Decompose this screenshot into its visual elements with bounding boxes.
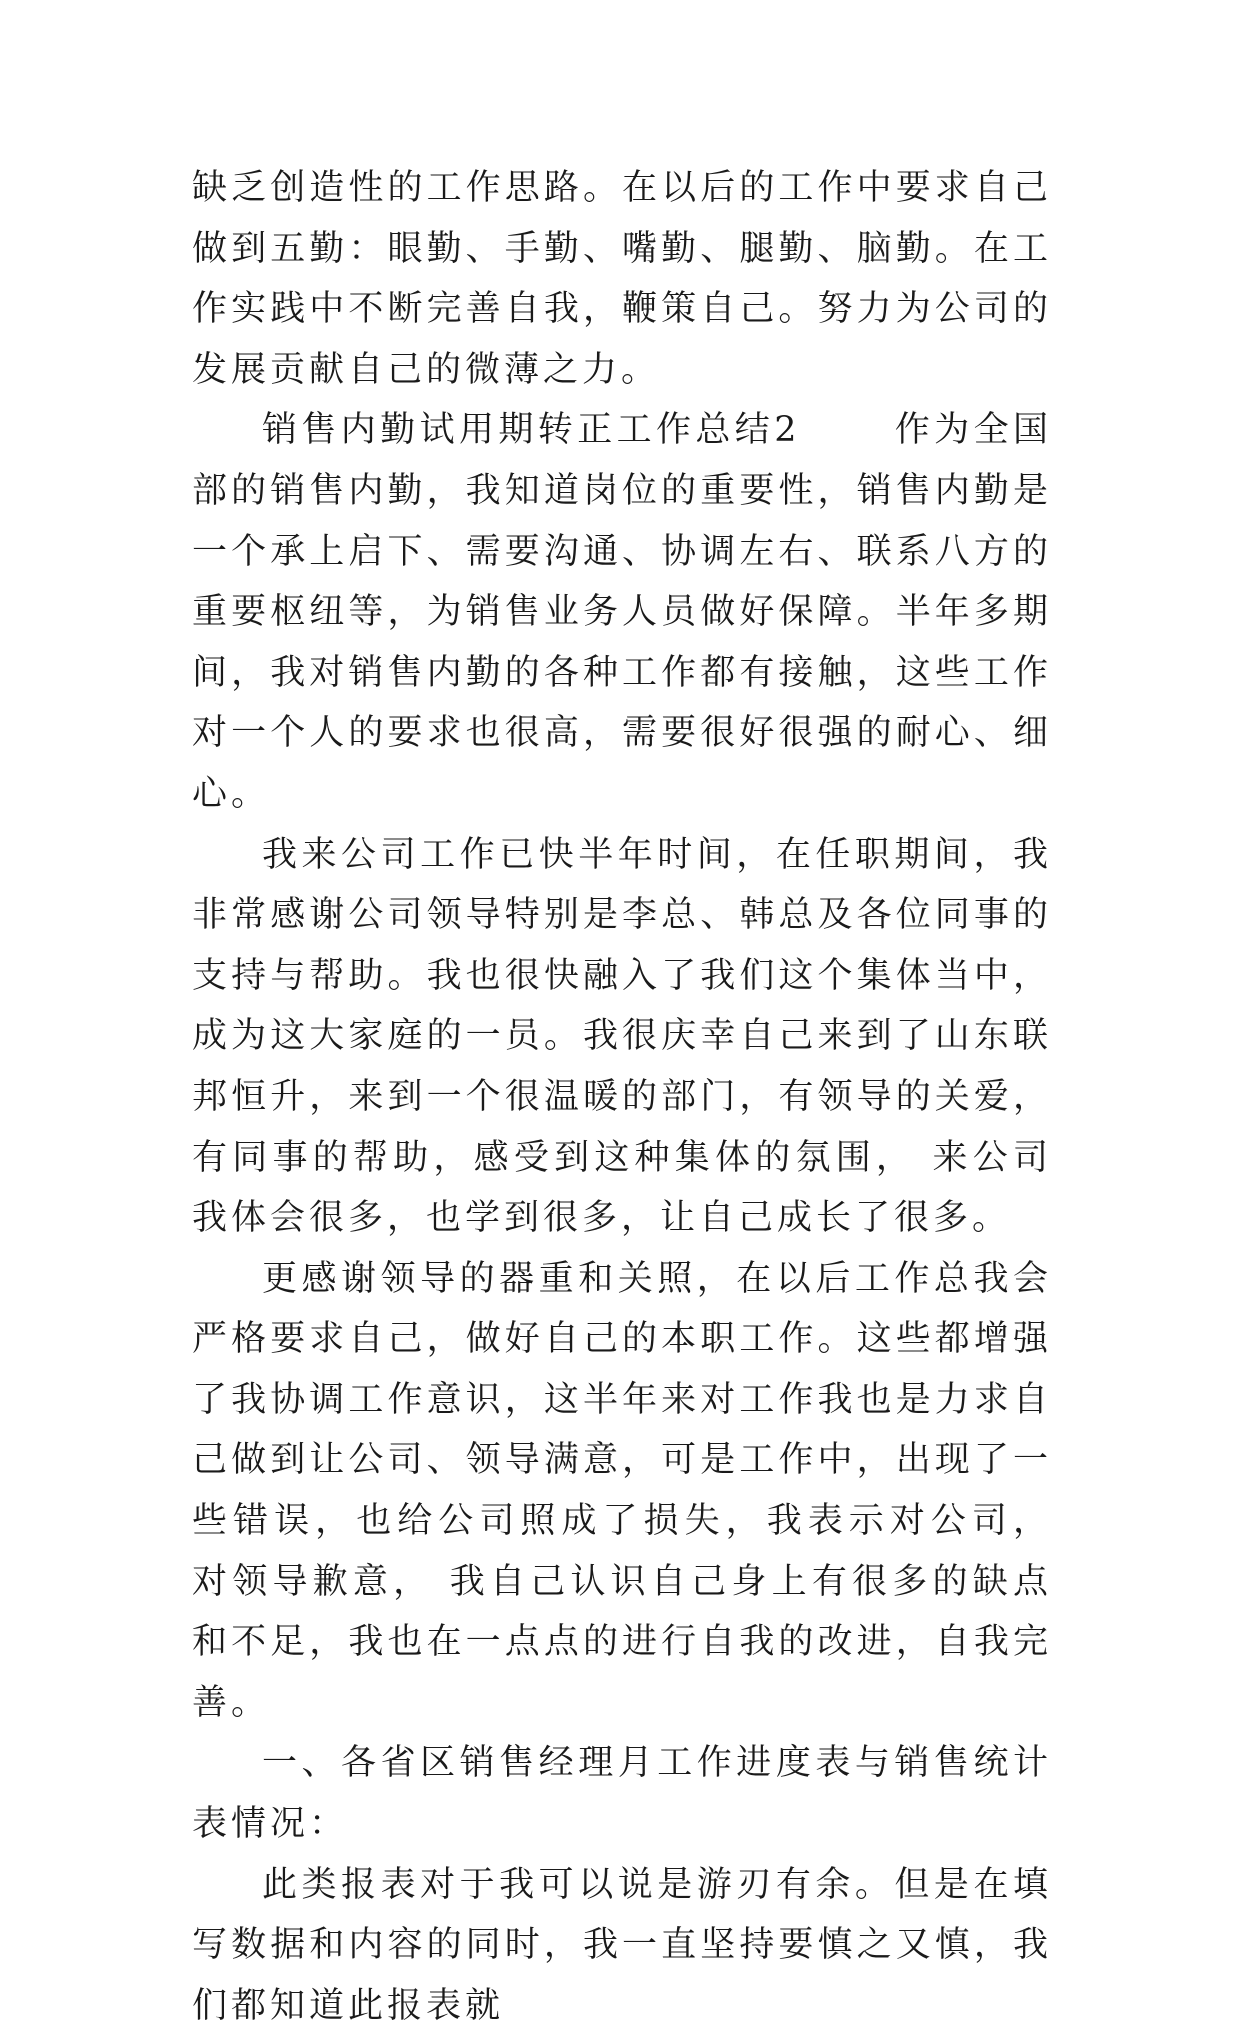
paragraph-4: 更感谢领导的器重和关照，在以后工作总我会严格要求自己，做好自己的本职工作。这些都增强了我协调工作意识，这半年来对工作我也是力求自己做到让公司、领导满意，可是工作中，出现了一些错误，也给公司照成了损失，我表示对公司， 对领导歉意， 我自己认识自己身上有很多的缺点和不足，我也在一点点的进行自我的改进，自我完善。: [192, 1258, 1052, 1723]
paragraph-5-heading: 一、各省区销售经理月工作进度表与销售统计表情况：: [192, 1743, 1052, 1845]
paragraph-3: 我来公司工作已快半年时间，在任职期间，我非常感谢公司领导特别是李总、韩总及各位同事的支持与帮助。我也很快融入了我们这个集体当中，成为这大家庭的一员。我很庆幸自己来到了山东联邦恒升，来到一个很温暖的部门，有领导的关爱，有同事的帮助，感受到这种集体的氛围， 来公司我体会很多，也学到很多，让自己成长了很多。: [192, 834, 1052, 1239]
document-body: [192, 158, 1052, 2036]
paragraph-6: 此类报表对于我可以说是游刃有余。但是在填写数据和内容的同时，我一直坚持要慎之又慎，我们都知道此报表就: [192, 1864, 1052, 2026]
paragraph-2: 销售内勤试用期转正工作总结2 作为全国部的销售内勤，我知道岗位的重要性，销售内勤是一个承上启下、需要沟通、协调左右、联系八方的重要枢纽等，为销售业务人员做好保障。半年多期间，我对销售内勤的各种工作都有接触，这些工作对一个人的要求也很高，需要很好很强的耐心、细心。: [192, 410, 1052, 814]
paragraph-1: 缺乏创造性的工作思路。在以后的工作中要求自己做到五勤：眼勤、手勤、嘴勤、腿勤、脑勤。在工作实践中不断完善自我，鞭策自己。努力为公司的发展贡献自己的微薄之力。: [192, 168, 1052, 390]
